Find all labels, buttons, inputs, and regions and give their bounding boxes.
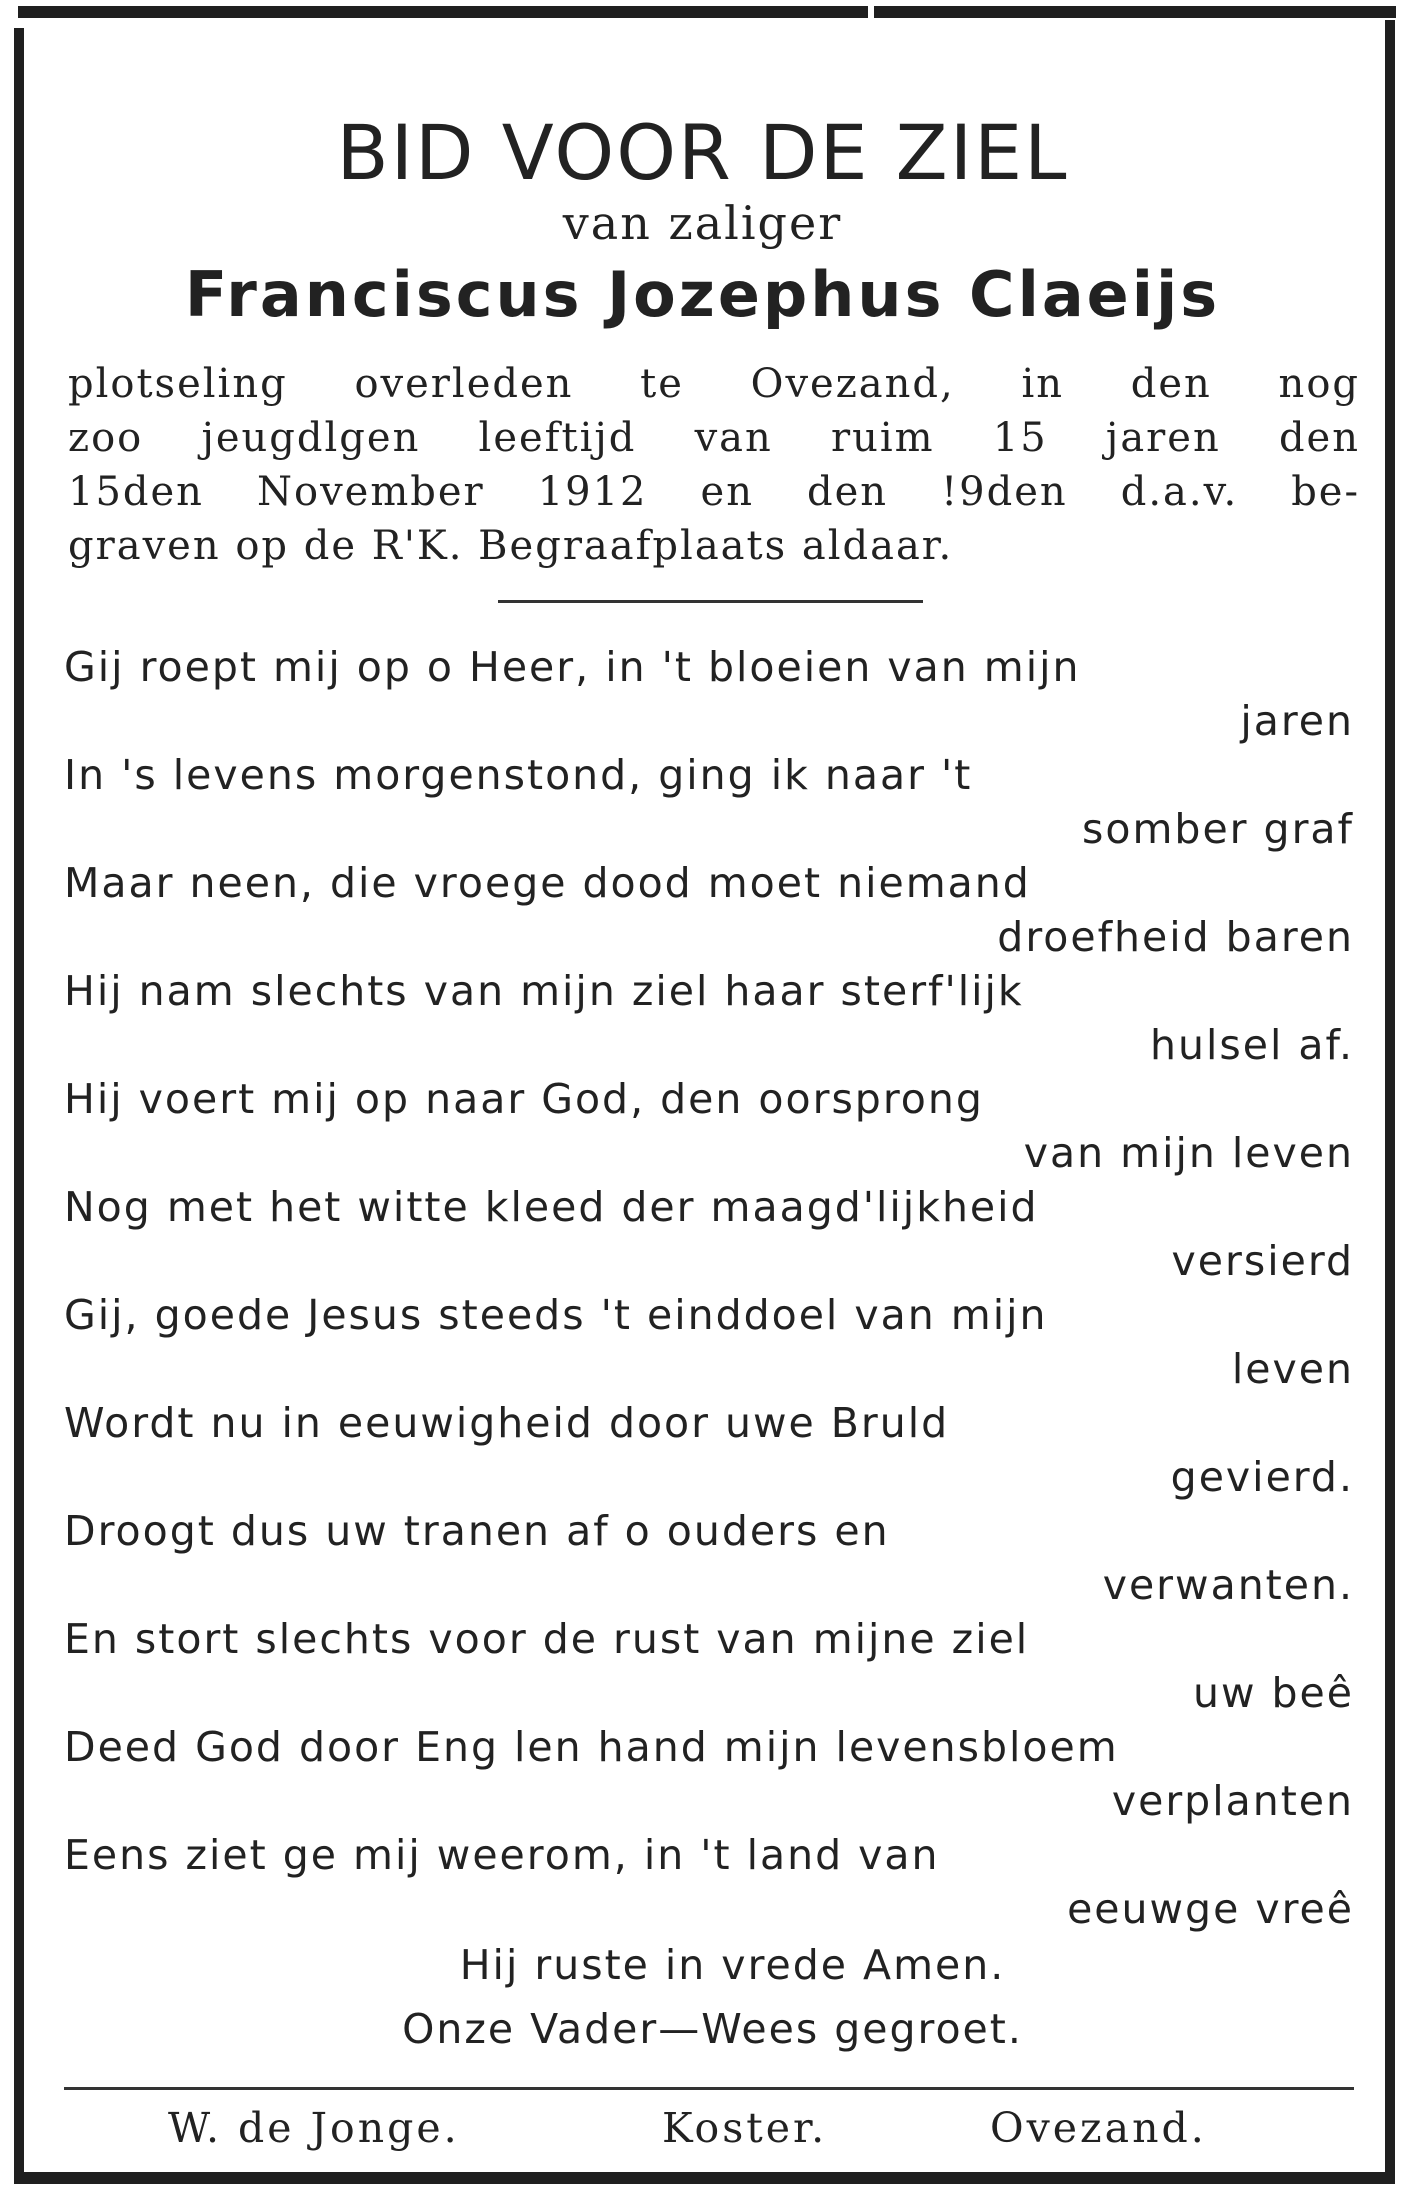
card-subtitle: van zaliger — [562, 196, 843, 250]
poem-verse — [64, 1180, 1354, 1288]
closing-prayers-request: Onze Vader—Wees gegroet. — [402, 2005, 1023, 2053]
verse-continuation: gevierd. — [1170, 1453, 1354, 1501]
separator-rule — [498, 600, 923, 603]
poem-verse — [64, 964, 1354, 1072]
verse-continuation: verwanten. — [1102, 1561, 1354, 1609]
verse-line: Droogt dus uw tranen af o ouders en — [64, 1507, 890, 1555]
closing-prayer: Hij ruste in vrede Amen. — [459, 1941, 1006, 1989]
border-left — [14, 28, 24, 2183]
verse-line: En stort slechts voor de rust van mijne ziel — [64, 1615, 1030, 1663]
verse-line: Deed God door Eng len hand mijn levensbloem — [64, 1723, 1119, 1771]
verse-line: Gij roept mij op o Heer, in 't bloeien van mijn — [64, 643, 1081, 691]
card-title: BID VOOR DE ZIEL — [336, 108, 1069, 197]
verse-line: Gij, goede Jesus steeds 't einddoel van mijn — [64, 1291, 1048, 1339]
verse-continuation: uw beê — [1192, 1669, 1354, 1717]
poem-verse — [64, 856, 1354, 964]
verse-continuation: eeuwge vreê — [1067, 1885, 1354, 1933]
verse-continuation: verplanten — [1111, 1777, 1354, 1825]
poem-verse — [64, 1288, 1354, 1396]
notice-line: plotseling overleden te Ovezand, in den nog — [68, 361, 1360, 407]
border-top-right — [874, 6, 1396, 18]
poem-verse — [64, 1072, 1354, 1180]
verse-line: Wordt nu in eeuwigheid door uwe Bruld — [64, 1399, 950, 1447]
poem — [64, 640, 1354, 1936]
verse-continuation: versierd — [1171, 1237, 1354, 1285]
verse-line: Eens ziet ge mij weerom, in 't land van — [64, 1831, 940, 1879]
death-notice — [68, 357, 1360, 573]
verse-line: Hij voert mij op naar God, den oorsprong — [64, 1075, 984, 1123]
border-top-left — [18, 6, 868, 18]
footer-place: Ovezand. — [990, 2104, 1207, 2152]
verse-continuation: hulsel af. — [1150, 1021, 1354, 1069]
poem-verse — [64, 640, 1354, 748]
verse-continuation: van mijn leven — [1023, 1129, 1354, 1177]
poem-verse — [64, 1720, 1354, 1828]
poem-verse — [64, 1612, 1354, 1720]
notice-line: zoo jeugdlgen leeftijd van ruim 15 jaren den — [68, 415, 1360, 461]
verse-continuation: leven — [1231, 1345, 1354, 1393]
poem-verse — [64, 1396, 1354, 1504]
deceased-name: Franciscus Jozephus Claeijs — [184, 258, 1221, 331]
verse-line: In 's levens morgenstond, ging ik naar 't — [64, 751, 973, 799]
verse-line: Hij nam slechts van mijn ziel haar sterf'lijk — [64, 967, 1024, 1015]
footer-role: Koster. — [662, 2104, 828, 2152]
poem-verse — [64, 748, 1354, 856]
notice-line: graven op de R'K. Begraafplaats aldaar. — [68, 523, 954, 569]
verse-line: Maar neen, die vroege dood moet niemand — [64, 859, 1031, 907]
footer-printer: W. de Jonge. — [168, 2104, 460, 2152]
verse-continuation: droefheid baren — [997, 913, 1354, 961]
verse-line: Nog met het witte kleed der maagd'lijkheid — [64, 1183, 1039, 1231]
border-right — [1385, 20, 1395, 2180]
notice-line: 15den November 1912 en den !9den d.a.v. be- — [68, 469, 1360, 515]
verse-continuation: jaren — [1240, 697, 1354, 745]
verse-continuation: somber graf — [1082, 805, 1354, 853]
footer-rule — [64, 2087, 1354, 2090]
poem-verse — [64, 1504, 1354, 1612]
poem-verse — [64, 1828, 1354, 1936]
border-bottom — [14, 2172, 1395, 2184]
